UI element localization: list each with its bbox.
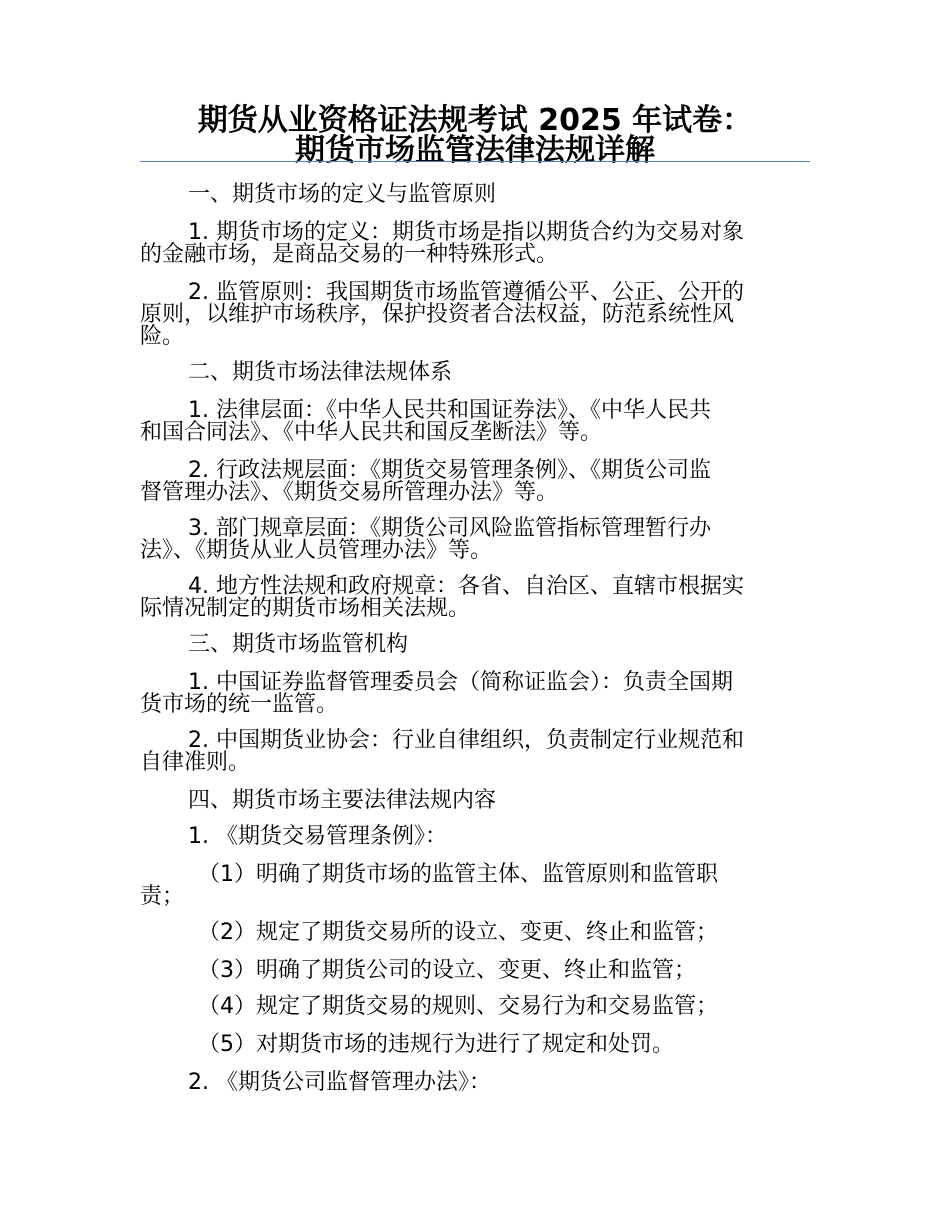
- list-item: 1. 《期货交易管理条例》：: [188, 824, 447, 849]
- paragraph: 2. 中国期货业协会：行业自律组织，负责制定行业规范和 自律准则。: [140, 728, 744, 775]
- sub-list-item: （4）规定了期货交易的规则、交易行为和交易监管；: [198, 994, 718, 1019]
- sub-list-item: （3）明确了期货公司的设立、变更、终止和监管；: [198, 958, 696, 983]
- document-page: [140, 0, 810, 1230]
- paragraph: 1. 法律层面：《中华人民共和国证券法》、《中华人民共 和国合同法》、《中华人民共和国反垄断法》等。: [140, 398, 711, 445]
- section-heading-1: 一、期货市场的定义与监管原则: [188, 182, 497, 207]
- sub-list-item: （1）明确了期货市场的监管主体、监管原则和监管职 责；: [140, 862, 718, 909]
- title-line-2: 期货市场监管法律法规详解: [295, 133, 655, 168]
- paragraph: 2. 监管原则：我国期货市场监管遵循公平、公正、公开的 原则，以维护市场秩序，保护投资者合法权益，防范系统性风 险。: [140, 280, 744, 349]
- title-underline: [140, 161, 810, 162]
- section-heading-2: 二、期货市场法律法规体系: [188, 360, 453, 385]
- paragraph: 1. 中国证券监督管理委员会（简称证监会）：负责全国期 货市场的统一监管。: [140, 670, 733, 717]
- section-heading-4: 四、期货市场主要法律法规内容: [188, 788, 497, 813]
- sub-list-item: （2）规定了期货交易所的设立、变更、终止和监管；: [198, 920, 718, 945]
- list-item: 2. 《期货公司监督管理办法》：: [188, 1070, 491, 1095]
- paragraph: 4. 地方性法规和政府规章：各省、自治区、直辖市根据实 际情况制定的期货市场相关法规。: [140, 574, 744, 621]
- document-title: [140, 103, 810, 168]
- paragraph: 3. 部门规章层面：《期货公司风险监管指标管理暂行办 法》、《期货从业人员管理办法》等。: [140, 516, 711, 563]
- paragraph: 1. 期货市场的定义：期货市场是指以期货合约为交易对象 的金融市场，是商品交易的一种特殊形式。: [140, 220, 744, 267]
- section-heading-3: 三、期货市场监管机构: [188, 632, 409, 657]
- title-line-1: 期货从业资格证法规考试 2025 年试卷：: [197, 103, 753, 138]
- paragraph: 2. 行政法规层面：《期货交易管理条例》、《期货公司监 督管理办法》、《期货交易所管理办法》等。: [140, 458, 711, 505]
- sub-list-item: （5）对期货市场的违规行为进行了规定和处罚。: [198, 1032, 674, 1057]
